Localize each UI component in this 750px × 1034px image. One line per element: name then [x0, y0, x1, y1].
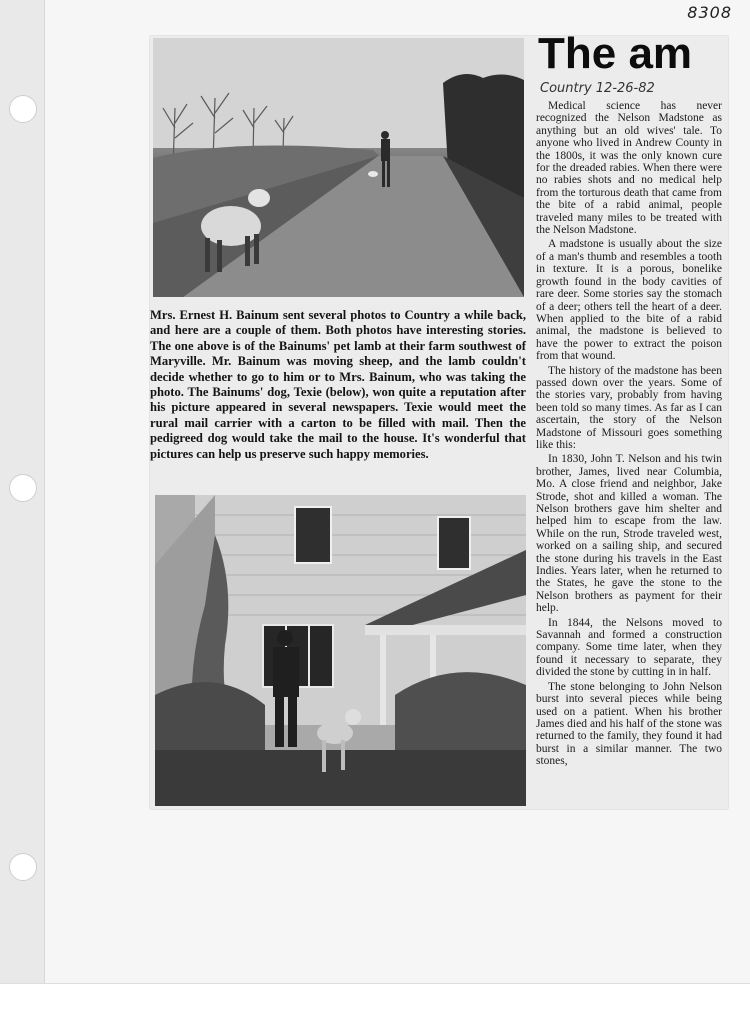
article-paragraph: A madstone is usually about the size of a man's thumb and resembles a tooth in texture. It is a porous, bonelike growth found in the body cavities of rare deer. Some stories say the stomach of a deer; others tell the heart of a deer. When applied to the bite of a rabid animal, the madstone is believed to have the power to extract the poison from that wound. — [536, 238, 722, 363]
lamb-photo — [153, 38, 524, 297]
binder-margin — [0, 0, 45, 983]
photo-caption: Mrs. Ernest H. Bainum sent several photos to Country a while back, and here are a couple of them. Both photos have interesting stories. The one above is of the Bainums' pet lamb at their farm southwest of Maryville. Mr. Bainum was moving sheep, and the lamb couldn't decide whether to go to him or to Mrs. Bainum, who was taking the photo. The Bainums' dog, Texie (below), won quite a reputation after his picture appeared in several newspapers. Texie would meet the rural mail carrier with a carton to be filled with mail. Then the pedigreed dog would take the mail to the house. It's wonderful that pictures can help us preserve such happy memories. — [150, 308, 526, 461]
farmhouse-dog-photo — [155, 495, 526, 806]
handwritten-source-date: Country 12-26-82 — [540, 81, 655, 96]
article-paragraph: In 1830, John T. Nelson and his twin brother, James, lived near Columbia, Mo. A close friend and neighbor, Jake Strode, shot and killed a woman. The Nelson brothers gave him shelter and helped him to escape from the law. While on the run, Strode traveled west, worked on a sailing ship, and secured the stone during his travels in the East Indies. Years later, when he returned to the States, he gave the stone to the Nelson brothers as payment for their help. — [536, 453, 722, 615]
article-paragraph: In 1844, the Nelsons moved to Savannah and formed a construction company. Some time later, when they found it necessary to separate, they divided the stone by cutting in in half. — [536, 616, 722, 679]
article-paragraph: The history of the madstone has been passed down over the years. Some of the stories vary, probably from having been told so many times. As far as I can ascertain, the story of the Nelson Madstone of Missouri goes something like this: — [536, 364, 722, 451]
punch-hole-bottom — [9, 853, 37, 881]
lamb-photo-illustration — [153, 38, 524, 297]
article-headline: The am — [538, 30, 693, 78]
article-body — [536, 100, 722, 768]
article-paragraph: Medical science has never recognized the Nelson Madstone as anything but an old wives' tale. To anyone who lived in Andrew County in the 1800s, it was the only known cure for the dreaded rabies. When there were no rabies shots and no medical help from the torturous death that came from the bite of a rabid animal, people traveled many miles to be treated with the Nelson Madstone. — [536, 100, 722, 237]
punch-hole-top — [9, 95, 37, 123]
farmhouse-photo-illustration — [155, 495, 526, 806]
newspaper-clipping — [150, 30, 728, 809]
article-paragraph: The stone belonging to John Nelson burst into several pieces while being used on a patient. When his brother James died and his half of the stone was returned to the family, they found it had burst in a similar manner. The two stones, — [536, 680, 722, 768]
scanner-bed-margin — [0, 983, 750, 1034]
handwritten-scan-number: 8308 — [687, 3, 732, 22]
punch-hole-middle — [9, 474, 37, 502]
